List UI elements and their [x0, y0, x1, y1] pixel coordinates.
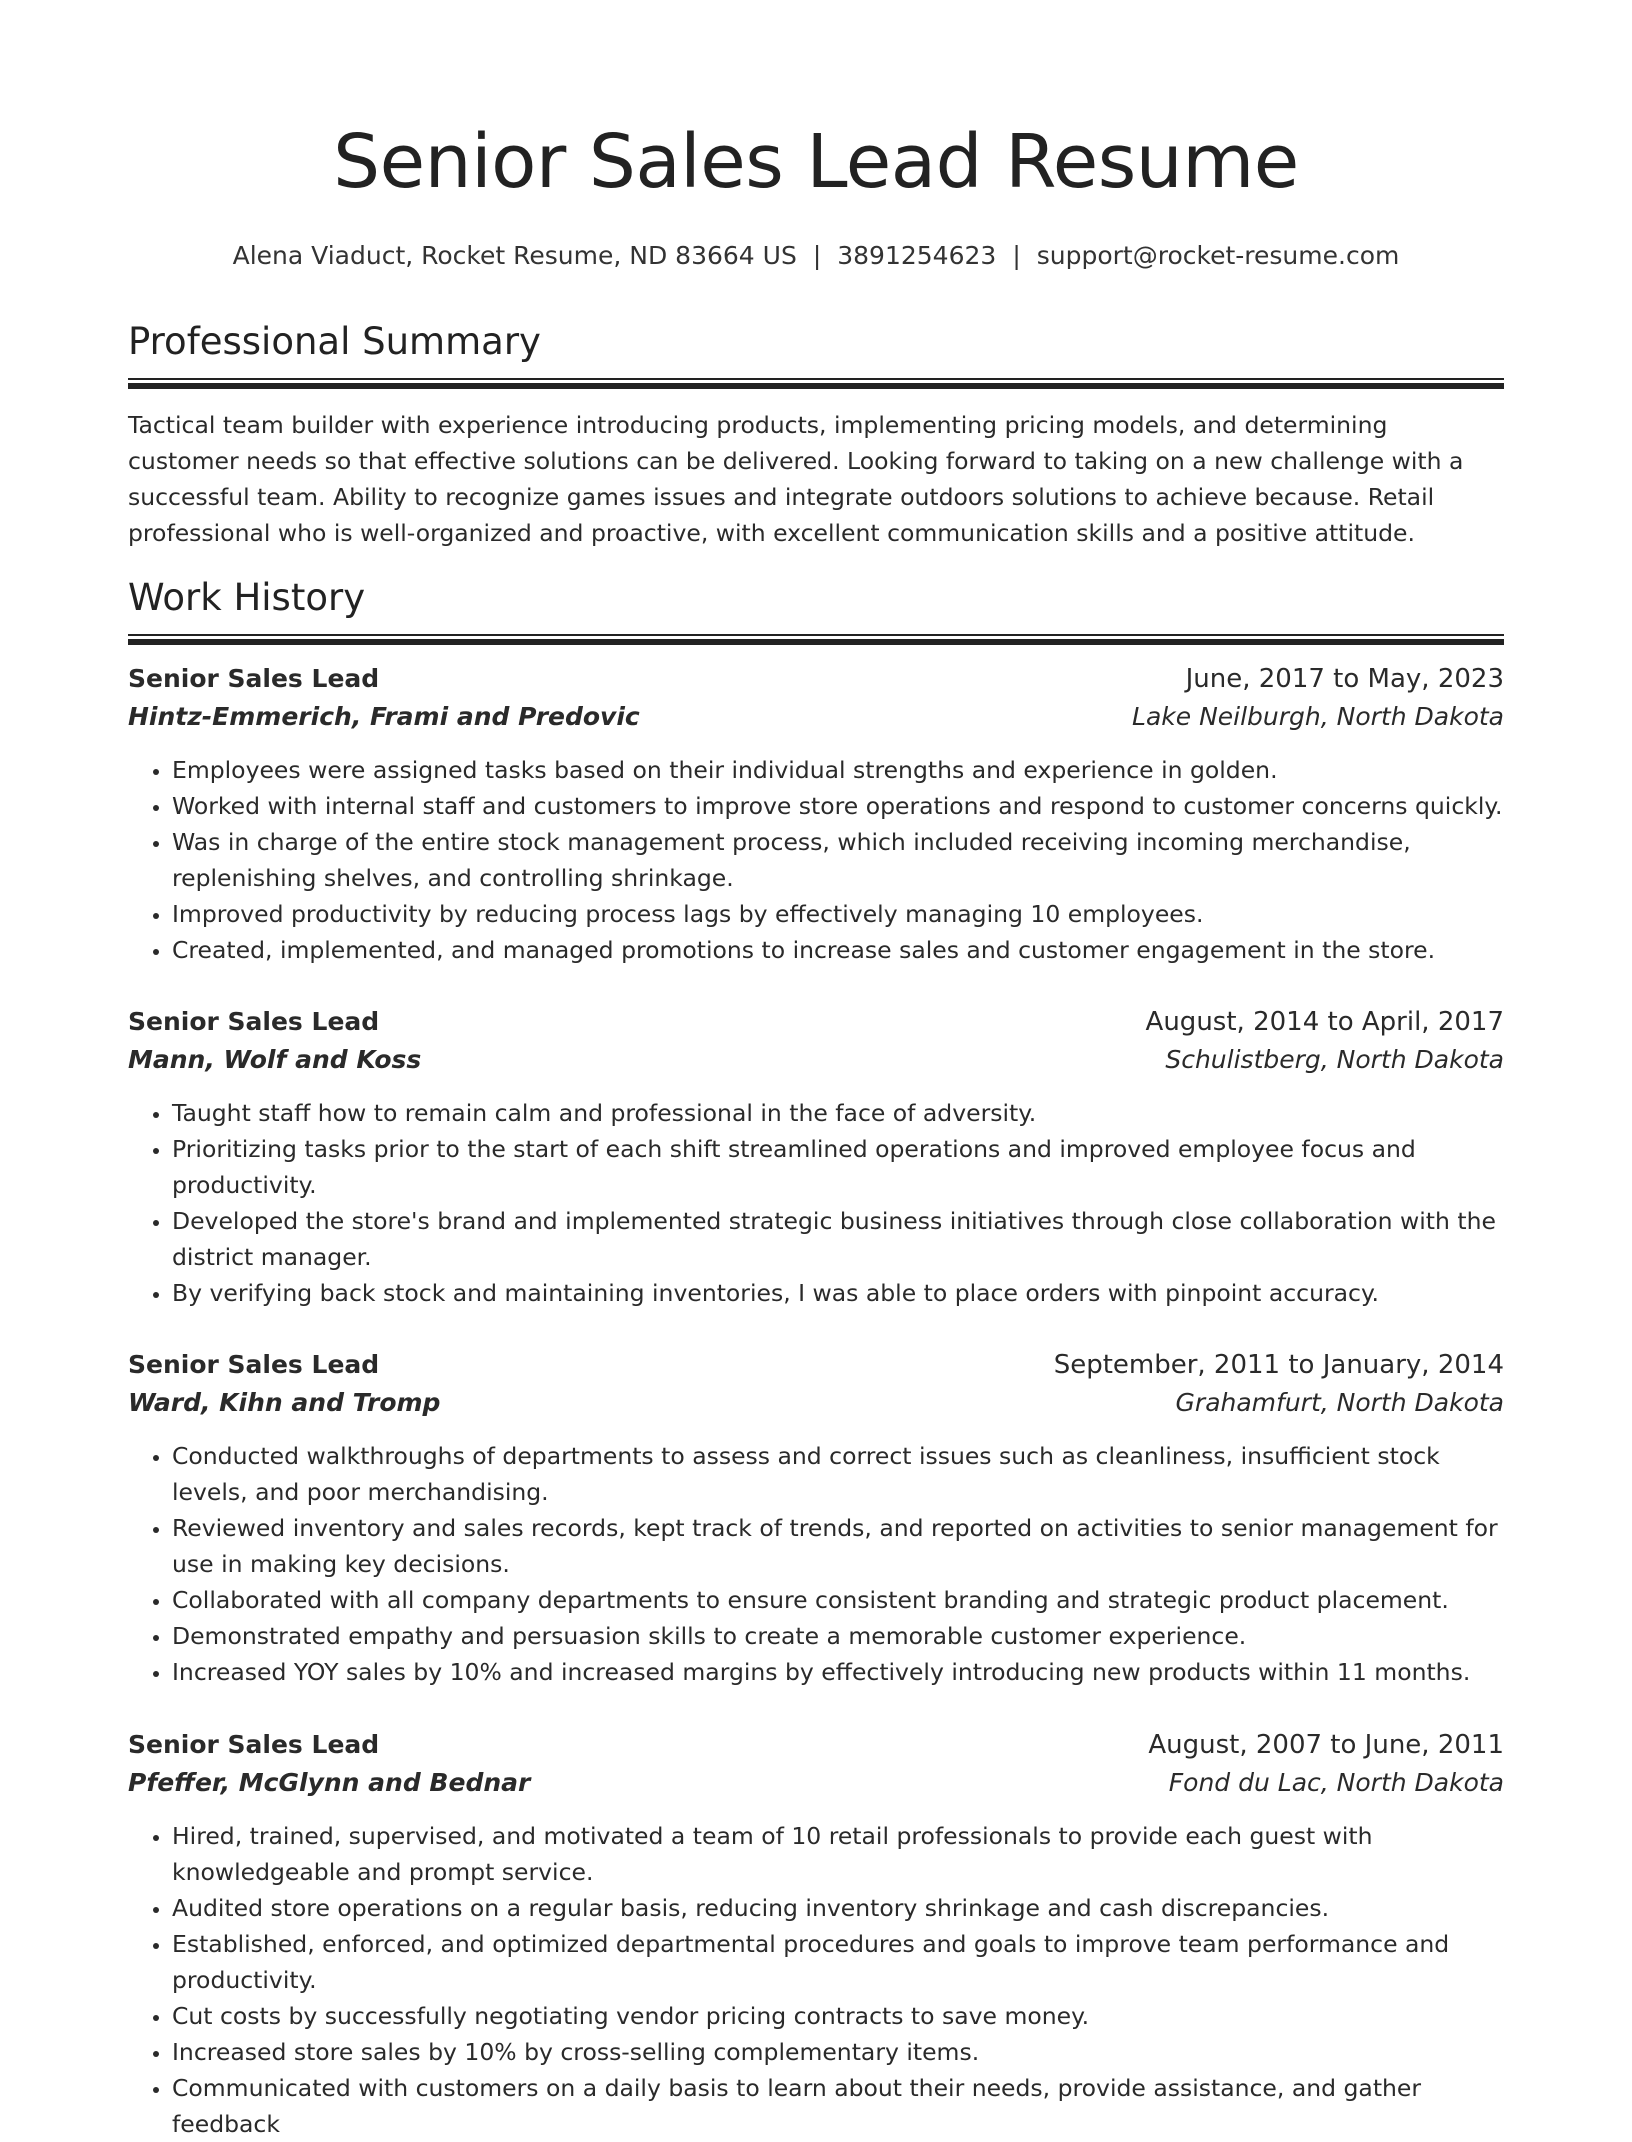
job-subheader-row — [128, 702, 1504, 740]
section-divider — [128, 378, 1504, 389]
job-bullet: • Taught staff how to remain calm and professional in the face of adversity. — [172, 1095, 1504, 1131]
job-bullet: • Conducted walkthroughs of departments to assess and correct issues such as cleanliness, insufficient stock levels, and poor merchandising. — [172, 1438, 1504, 1510]
job-company: Hintz-Emmerich, Frami and Predovic — [128, 702, 640, 731]
job-location: Fond du Lac, North Dakota — [1168, 1768, 1504, 1797]
job-bullet: • Employees were assigned tasks based on their individual strengths and experience in golden. — [172, 752, 1504, 788]
job-company: Pfeffer, McGlynn and Bednar — [128, 1768, 531, 1797]
job-title: Senior Sales Lead — [128, 664, 380, 693]
resume-title: Senior Sales Lead Resume — [333, 119, 1299, 205]
job-dates: August, 2007 to June, 2011 — [1148, 1730, 1504, 1760]
section-divider — [128, 634, 1504, 645]
contact-line — [128, 238, 1504, 274]
section-heading-summary: Professional Summary — [128, 320, 541, 363]
job-bullet: • Increased store sales by 10% by cross-selling complementary items. — [172, 2034, 1504, 2070]
job-bullet: • Established, enforced, and optimized departmental procedures and goals to improve team performance and productivity. — [172, 1926, 1504, 1998]
job-entry — [128, 1350, 1504, 1690]
job-bullet: • Prioritizing tasks prior to the start of each shift streamlined operations and improved employee focus and productivity. — [172, 1131, 1504, 1203]
job-company: Mann, Wolf and Koss — [128, 1045, 422, 1074]
job-header-row — [128, 1350, 1504, 1388]
job-bullet: • Collaborated with all company departments to ensure consistent branding and strategic product placement. — [172, 1582, 1504, 1618]
section-heading-work-history: Work History — [128, 576, 366, 619]
job-subheader-row — [128, 1388, 1504, 1426]
job-title: Senior Sales Lead — [128, 1350, 380, 1379]
contact-separator: | — [812, 241, 822, 270]
job-title: Senior Sales Lead — [128, 1007, 380, 1036]
job-bullet: • Worked with internal staff and customers to improve store operations and respond to customer concerns quickly. — [172, 788, 1504, 824]
job-bullet: • Improved productivity by reducing process lags by effectively managing 10 employees. — [172, 896, 1504, 932]
job-bullet: • Demonstrated empathy and persuasion skills to create a memorable customer experience. — [172, 1618, 1504, 1654]
job-title: Senior Sales Lead — [128, 1730, 380, 1759]
job-dates: June, 2017 to May, 2023 — [1185, 664, 1504, 694]
job-bullet-list — [128, 1818, 1504, 2142]
job-bullet-list — [128, 1095, 1504, 1311]
job-bullet: • Reviewed inventory and sales records, kept track of trends, and reported on activities to senior management for use in making key decisions. — [172, 1510, 1504, 1582]
job-subheader-row — [128, 1768, 1504, 1806]
contact-phone: 3891254623 — [837, 241, 997, 270]
job-bullet-list — [128, 1438, 1504, 1690]
job-bullet: • By verifying back stock and maintaining inventories, I was able to place orders with pinpoint accuracy. — [172, 1275, 1504, 1311]
job-entry — [128, 664, 1504, 968]
contact-separator: | — [1012, 241, 1021, 270]
job-bullet: • Was in charge of the entire stock management process, which included receiving incoming merchandise, replenishing shelves, and controlling shrinkage. — [172, 824, 1504, 896]
job-location: Schulistberg, North Dakota — [1165, 1045, 1504, 1074]
job-bullet: • Hired, trained, supervised, and motivated a team of 10 retail professionals to provide each guest with knowledgeable and prompt service. — [172, 1818, 1504, 1890]
job-bullet: • Audited store operations on a regular basis, reducing inventory shrinkage and cash discrepancies. — [172, 1890, 1504, 1926]
job-bullet-list — [128, 752, 1504, 968]
job-entry — [128, 1007, 1504, 1311]
contact-address: Alena Viaduct, Rocket Resume, ND 83664 US — [232, 241, 797, 270]
job-bullet: • Communicated with customers on a daily basis to learn about their needs, provide assistance, and gather feedback — [172, 2070, 1504, 2142]
job-subheader-row — [128, 1045, 1504, 1083]
job-bullet: • Cut costs by successfully negotiating vendor pricing contracts to save money. — [172, 1998, 1504, 2034]
job-bullet: • Increased YOY sales by 10% and increased margins by effectively introducing new products within 11 months. — [172, 1654, 1504, 1690]
job-header-row — [128, 1007, 1504, 1045]
contact-email: support@rocket-resume.com — [1036, 241, 1400, 270]
job-dates: September, 2011 to January, 2014 — [1053, 1350, 1504, 1380]
job-bullet: • Developed the store's brand and implemented strategic business initiatives through close collaboration with the district manager. — [172, 1203, 1504, 1275]
work-history-section — [128, 574, 1504, 645]
job-location: Grahamfurt, North Dakota — [1175, 1388, 1504, 1417]
job-entry — [128, 1730, 1504, 2142]
job-location: Lake Neilburgh, North Dakota — [1132, 702, 1504, 731]
job-bullet: • Created, implemented, and managed promotions to increase sales and customer engagement in the store. — [172, 932, 1504, 968]
professional-summary-section — [128, 318, 1504, 551]
job-header-row — [128, 1730, 1504, 1768]
job-header-row — [128, 664, 1504, 702]
job-company: Ward, Kihn and Tromp — [128, 1388, 441, 1417]
job-dates: August, 2014 to April, 2017 — [1145, 1007, 1504, 1037]
summary-text: Tactical team builder with experience introducing products, implementing pricing models, and determining customer needs so that effective solutions can be delivered. Looking forward to taking on a new challenge with a successful team. Ability to recognize games issues and integrate outdoors solutions to achieve because. Retail professional who is well-organized and proactive, with excellent communication skills and a positive attitude. — [128, 411, 1464, 547]
